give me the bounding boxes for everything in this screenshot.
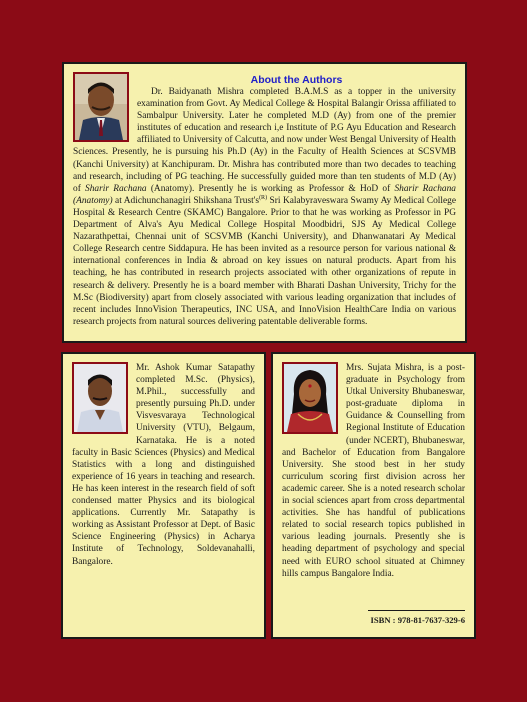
about-heading: About the Authors	[250, 74, 343, 86]
author-photo-baidyanath	[73, 72, 129, 142]
about-authors-panel	[62, 62, 467, 343]
author-photo-ashok	[72, 362, 128, 434]
baidyanath-bio: Dr. Baidyanath Mishra completed B.A.M.S as a topper in the university examination from Govt. Ay Medical College & Hospital Balangir Orissa affiliated to Sambalpur University. Later he completed M.D (Ay) from one of the premier institutes of education and research i,e Institute of P.G Ayu Education and Research affiliated to University of Calcutta, and now under West Bengal University of Health Sciences. Presently, he is pursuing his Ph.D (Ay) in the Faculty of Health Sciences at SCSVMB (Kanchi University) at Kanchipuram. Dr. Mishra has contributed more than two decades to teaching and research, including of PG teaching. He successfully guided more than ten students of M.D (Ay) of Sharir Rachana (Anatomy). Presently he is working as Professor & HoD of Sharir Rachana (Anatomy) at Adichunchanagiri Shikshana $Trust's^{(R)}$ Sri Kalabyraveswara Swamy Ay Medical College Hospital & Research Centre (SKAMC) Bangalore. Prior to that he was working as Professor in PG Department of Alva's Ayu Medical College Hospital Moodbidri, SJS Ay Medical College Nazarathpettai, Chennai unit of SCSVMB (Kanchi University), and Dhanwanatari Ay Medical College Research centre Siddapura. He has been invited as a resource person for various national & international conferences in India & abroad on key issues on natural products. Apart from his teaching, he has contributed in research projects associated with other organizations of repute in research & delivery. Presently he is a board member with Bharati Dashan University, Trichy for the M.Sc (Biodiversity) apart from closely associated with various leading organization that includes of recent includes InnoVision Therapeutics, INC USA, and InnoVision HealthCare India on various research projects from natural sources delivering patentable deliverable forms.	[73, 87, 456, 327]
author-panel-sujata	[271, 352, 476, 639]
author-panel-ashok	[61, 352, 266, 639]
ashok-bio: Mr. Ashok Kumar Satapathy completed M.Sc. (Physics), M.Phil., successfully and presently pursuing Ph.D. under Visvesvaraya Technological University (VTU), Belgaum, Karnataka. He is a noted faculty in Basic Sciences (Physics) and Medical Statistics with a long and distinguished experience of 16 years in teaching and research. He has keen interest in the research field of soft condensed matter Physics and its biological applications. Currently Mr. Satapathy is working as Assistant Professor at Dept. of Basic Science Engineering (Physics) in Acharya Institute of Technology, Soldevanahalli, Bangalore.	[72, 363, 255, 567]
sujata-bio: Mrs. Sujata Mishra, is a post-graduate in Psychology from Utkal University Bhubaneswar, post-graduate diploma in Guidance & Counselling from Regional Institute of Education (under NCERT), Bhubaneswar, and Bachelor of Education from Bangalore University. She stood best in her study curriculum scoring first division across her academic career. She is a noted research scholar in social sciences apart from cross departmental activities. She has handful of publications related to social research topics published in various leading journals. Presently she is heading department of psychology and special need with EURO school situated at Chimney hills campus Bangalore India.	[282, 363, 465, 579]
isbn-divider	[368, 610, 465, 611]
isbn-label: ISBN : 978-81-7637-329-6	[370, 615, 465, 625]
author-photo-sujata	[282, 362, 338, 434]
